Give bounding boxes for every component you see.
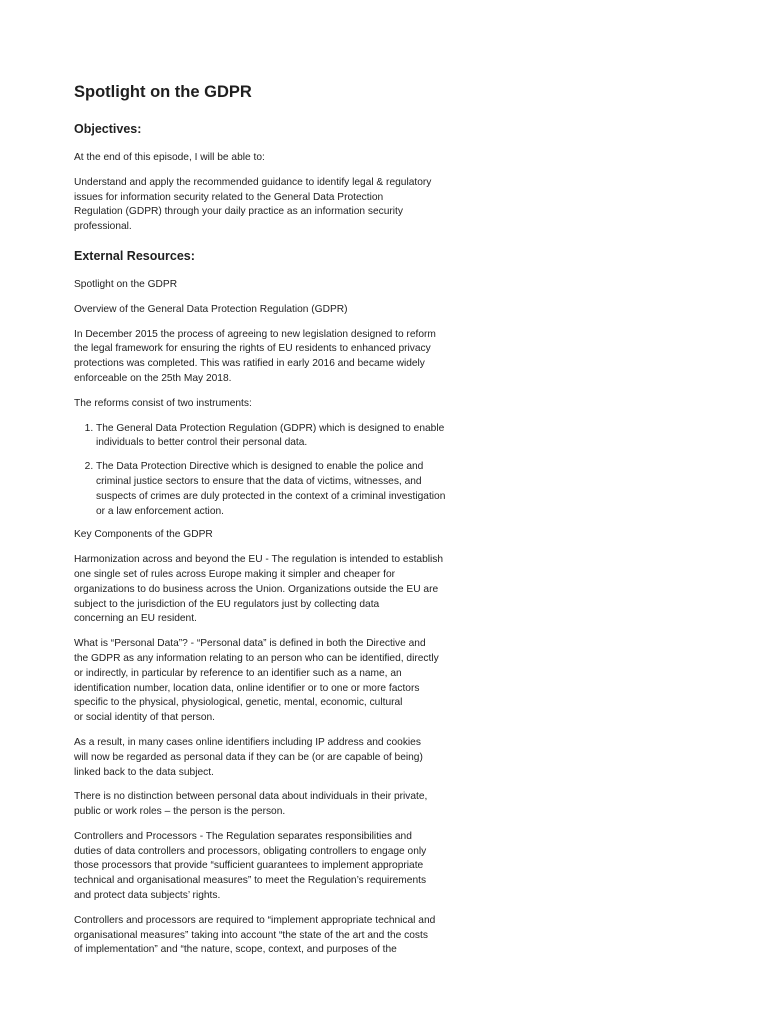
- paragraph-result: As a result, in many cases online identifiers including IP address and cookies will now be regarded as personal data if they can be (or are capable of being) linked back to the data subject.: [74, 736, 423, 778]
- instruments-list: [74, 422, 478, 520]
- paragraph-controllers: Controllers and Processors - The Regulation separates responsibilities and duties of data controllers and processors, obligating controllers to engage only those processors that provide “sufficient guarantees to implement appropriate technical and organisational measures” to meet the Regulation’s requirements and protect data subjects’ rights.: [74, 830, 427, 902]
- objectives-intro: At the end of this episode, I will be able to:: [74, 152, 265, 163]
- objectives-goal: Understand and apply the recommended guidance to identify legal & regulatory issues for information security related to the General Data Protection Regulation (GDPR) through your daily practice as an information security professional.: [74, 176, 432, 233]
- paragraph-distinction: There is no distinction between personal data about individuals in their private, public or work roles – the person is the person.: [74, 791, 428, 818]
- list-item: 1. The General Data Protection Regulation (GDPR) which is designed to enable individuals to better control their personal data.: [96, 422, 478, 452]
- list-item: 2. The Data Protection Directive which is designed to enable the police and criminal justice sectors to ensure that the data of victims, witnesses, and suspects of crimes are duly protected in the context of a criminal investigation or a law enforcement action.: [96, 460, 478, 519]
- paragraph-harmonization: Harmonization across and beyond the EU - The regulation is intended to establish one single set of rules across Europe making it simpler and cheaper for organizations to do business across the Union. Organizations outside the EU are subject to the jurisdiction of the EU regulators just by collecting data concerning an EU resident.: [74, 554, 444, 625]
- paragraph-key-components: Key Components of the GDPR: [74, 529, 213, 541]
- document-page: [74, 82, 478, 968]
- paragraph-personal-data: What is “Personal Data”? - “Personal data” is defined in both the Directive and the GDPR as any information relating to an person who can be identified, directly or indirectly, in particular by reference to an identifier such as a name, an identification number, location data, online identifier or to one or more factors specific to the physical, physiological, genetic, mental, economic, cultural or social identity of that person.: [74, 638, 439, 724]
- page-title: Spotlight on the GDPR: [74, 83, 252, 101]
- external-resources-heading: External Resources:: [74, 248, 195, 263]
- paragraph-intro: In December 2015 the process of agreeing to new legislation designed to reform the legal framework for ensuring the rights of EU residents to enhanced privacy protections was completed. This was ratified in early 2016 and became widely enforceable on the 25th May 2018.: [74, 328, 436, 384]
- paragraph-reforms: The reforms consist of two instruments:: [74, 397, 252, 409]
- objectives-heading: Objectives:: [74, 122, 142, 136]
- paragraph-required-measures: Controllers and processors are required to “implement appropriate technical and organisational measures” taking into account “the state of the art and the costs of implementation” and “the nature, scope, context, and purposes of the: [74, 914, 436, 956]
- resource-link-spotlight: Spotlight on the GDPR: [74, 278, 178, 290]
- resource-link-overview: Overview of the General Data Protection Regulation (GDPR): [74, 303, 348, 315]
